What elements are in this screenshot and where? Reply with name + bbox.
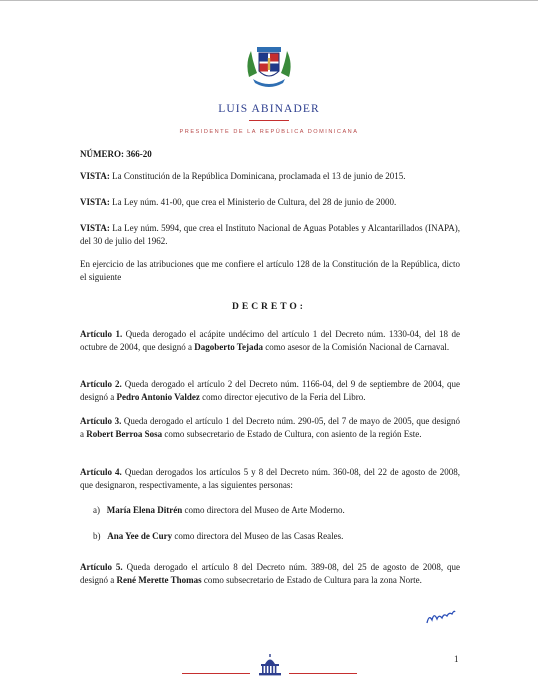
footer-rule-left	[182, 673, 250, 674]
page-number: 1	[454, 654, 459, 664]
articulo-5: Artículo 5. Queda derogado el artículo 8 del Decreto núm. 389-08, del 25 de agosto de 2008, que designó a René Merette Thomas como subsecretario de Estado de Cultura para la zona Norte.	[80, 562, 460, 585]
list-item: b) Ana Yee de Cury como directora del Museo de las Casas Reales.	[93, 531, 344, 541]
header-divider	[249, 120, 289, 121]
articulo-4: Artículo 4. Quedan derogados los artículos 5 y 8 del Decreto núm. 360-08, del 22 de agosto de 2008, que designaron, respectivamente, a las siguientes personas:	[80, 467, 460, 490]
national-palace-icon	[258, 654, 282, 676]
header-title: PRESIDENTE DE LA REPÚBLICA DOMINICANA	[179, 129, 359, 135]
decree-number: NÚMERO: 366-20	[80, 149, 152, 159]
list-item: a) María Elena Ditrén como directora del Museo de Arte Moderno.	[93, 505, 345, 515]
vista-3: VISTA: La Ley núm. 5994, que crea el Instituto Nacional de Aguas Potables y Alcantarillados (INAPA), del 30 de julio del 1962.	[80, 223, 460, 246]
signature-mark	[424, 606, 458, 628]
vista-2: VISTA: La Ley núm. 41-00, que crea el Ministerio de Cultura, del 28 de junio de 2000.	[80, 197, 397, 207]
preamble: En ejercicio de las atribuciones que me confiere el artículo 128 de la Constitución de la República, dicto el siguiente	[80, 259, 460, 282]
header-name: LUIS ABINADER	[218, 103, 320, 115]
articulo-1: Artículo 1. Queda derogado el acápite undécimo del artículo 1 del Decreto núm. 1330-04, del 18 de octubre de 2004, que designó a Dagoberto Tejada como asesor de la Comisión Nacional de Carnaval.	[80, 329, 460, 352]
articulo-2: Artículo 2. Queda derogado el artículo 2 del Decreto núm. 1166-04, del 9 de septiembre de 2004, que designó a Pedro Antonio Valdez como director ejecutivo de la Feria del Libro.	[80, 379, 461, 402]
top-border	[0, 0, 538, 1]
footer-rule-right	[289, 673, 357, 674]
decreto-heading: DECRETO:	[232, 302, 306, 312]
articulo-3: Artículo 3. Queda derogado el artículo 1 del Decreto núm. 290-05, del 7 de mayo de 2005, que designó a Robert Berroa Sosa como subsecretario de Estado de Cultura, con asiento de la región Este.	[80, 416, 461, 439]
vista-1: VISTA: La Constitución de la República Dominicana, proclamada el 13 de junio de 2015.	[80, 171, 406, 181]
coat-of-arms-icon	[243, 43, 295, 93]
